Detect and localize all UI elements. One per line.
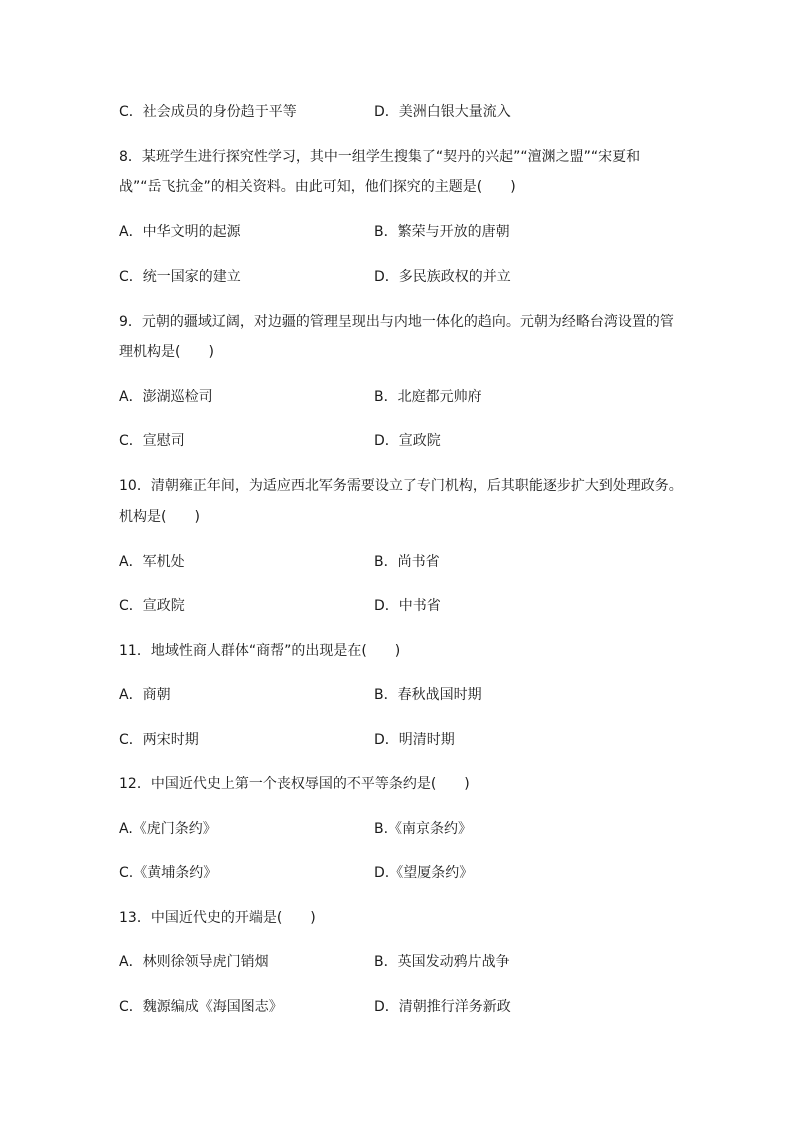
q11-option-d: D．明清时期	[374, 732, 455, 748]
q8-option-d: D．多民族政权的并立	[374, 269, 511, 285]
q12-option-d: D.《望厦条约》	[374, 865, 474, 881]
q7-option-c: C．社会成员的身份趋于平等	[119, 104, 297, 120]
q9-option-d: D．宣政院	[374, 433, 441, 449]
q12-option-c: C.《黄埔条约》	[119, 865, 218, 881]
q12-question-line1: 12．中国近代史上第一个丧权辱国的不平等条约是( )	[119, 776, 470, 792]
q11-option-b: B．春秋战国时期	[374, 687, 482, 703]
q8-question-line2: 战”“岳飞抗金”的相关资料。由此可知，他们探究的主题是( )	[119, 179, 516, 195]
q12-option-b: B.《南京条约》	[374, 821, 473, 837]
q10-option-c: C．宣政院	[119, 598, 185, 614]
q9-question-line2: 理机构是( )	[119, 344, 214, 360]
q10-question-line2: 机构是( )	[119, 509, 200, 525]
q13-option-b: B．英国发动鸦片战争	[374, 954, 510, 970]
q8-question-line1: 8．某班学生进行探究性学习，其中一组学生搜集了“契丹的兴起”“澶渊之盟”“宋夏和	[119, 149, 641, 165]
q13-option-d: D．清朝推行洋务新政	[374, 999, 511, 1015]
q8-option-a: A．中华文明的起源	[119, 224, 241, 240]
q9-option-b: B．北庭都元帅府	[374, 389, 482, 405]
q12-option-a: A.《虎门条约》	[119, 821, 217, 837]
q13-option-c: C．魏源编成《海国图志》	[119, 999, 283, 1015]
q11-question-line1: 11．地域性商人群体“商帮”的出现是在( )	[119, 643, 401, 659]
q9-question-line1: 9．元朝的疆域辽阔，对边疆的管理呈现出与内地一体化的趋向。元朝为经略台湾设置的管	[119, 314, 674, 330]
q10-option-a: A．军机处	[119, 554, 185, 570]
q10-option-d: D．中书省	[374, 598, 441, 614]
q8-option-b: B．繁荣与开放的唐朝	[374, 224, 510, 240]
q10-question-line1: 10．清朝雍正年间，为适应西北军务需要设立了专门机构，后其职能逐步扩大到处理政务。	[119, 478, 683, 494]
q10-option-b: B．尚书省	[374, 554, 440, 570]
q7-option-d: D．美洲白银大量流入	[374, 104, 511, 120]
q8-option-c: C．统一国家的建立	[119, 269, 241, 285]
q11-option-a: A．商朝	[119, 687, 171, 703]
q13-question-line1: 13．中国近代史的开端是( )	[119, 910, 316, 926]
q9-option-c: C．宣慰司	[119, 433, 185, 449]
q13-option-a: A．林则徐领导虎门销烟	[119, 954, 269, 970]
q9-option-a: A．澎湖巡检司	[119, 389, 213, 405]
q11-option-c: C．两宋时期	[119, 732, 199, 748]
